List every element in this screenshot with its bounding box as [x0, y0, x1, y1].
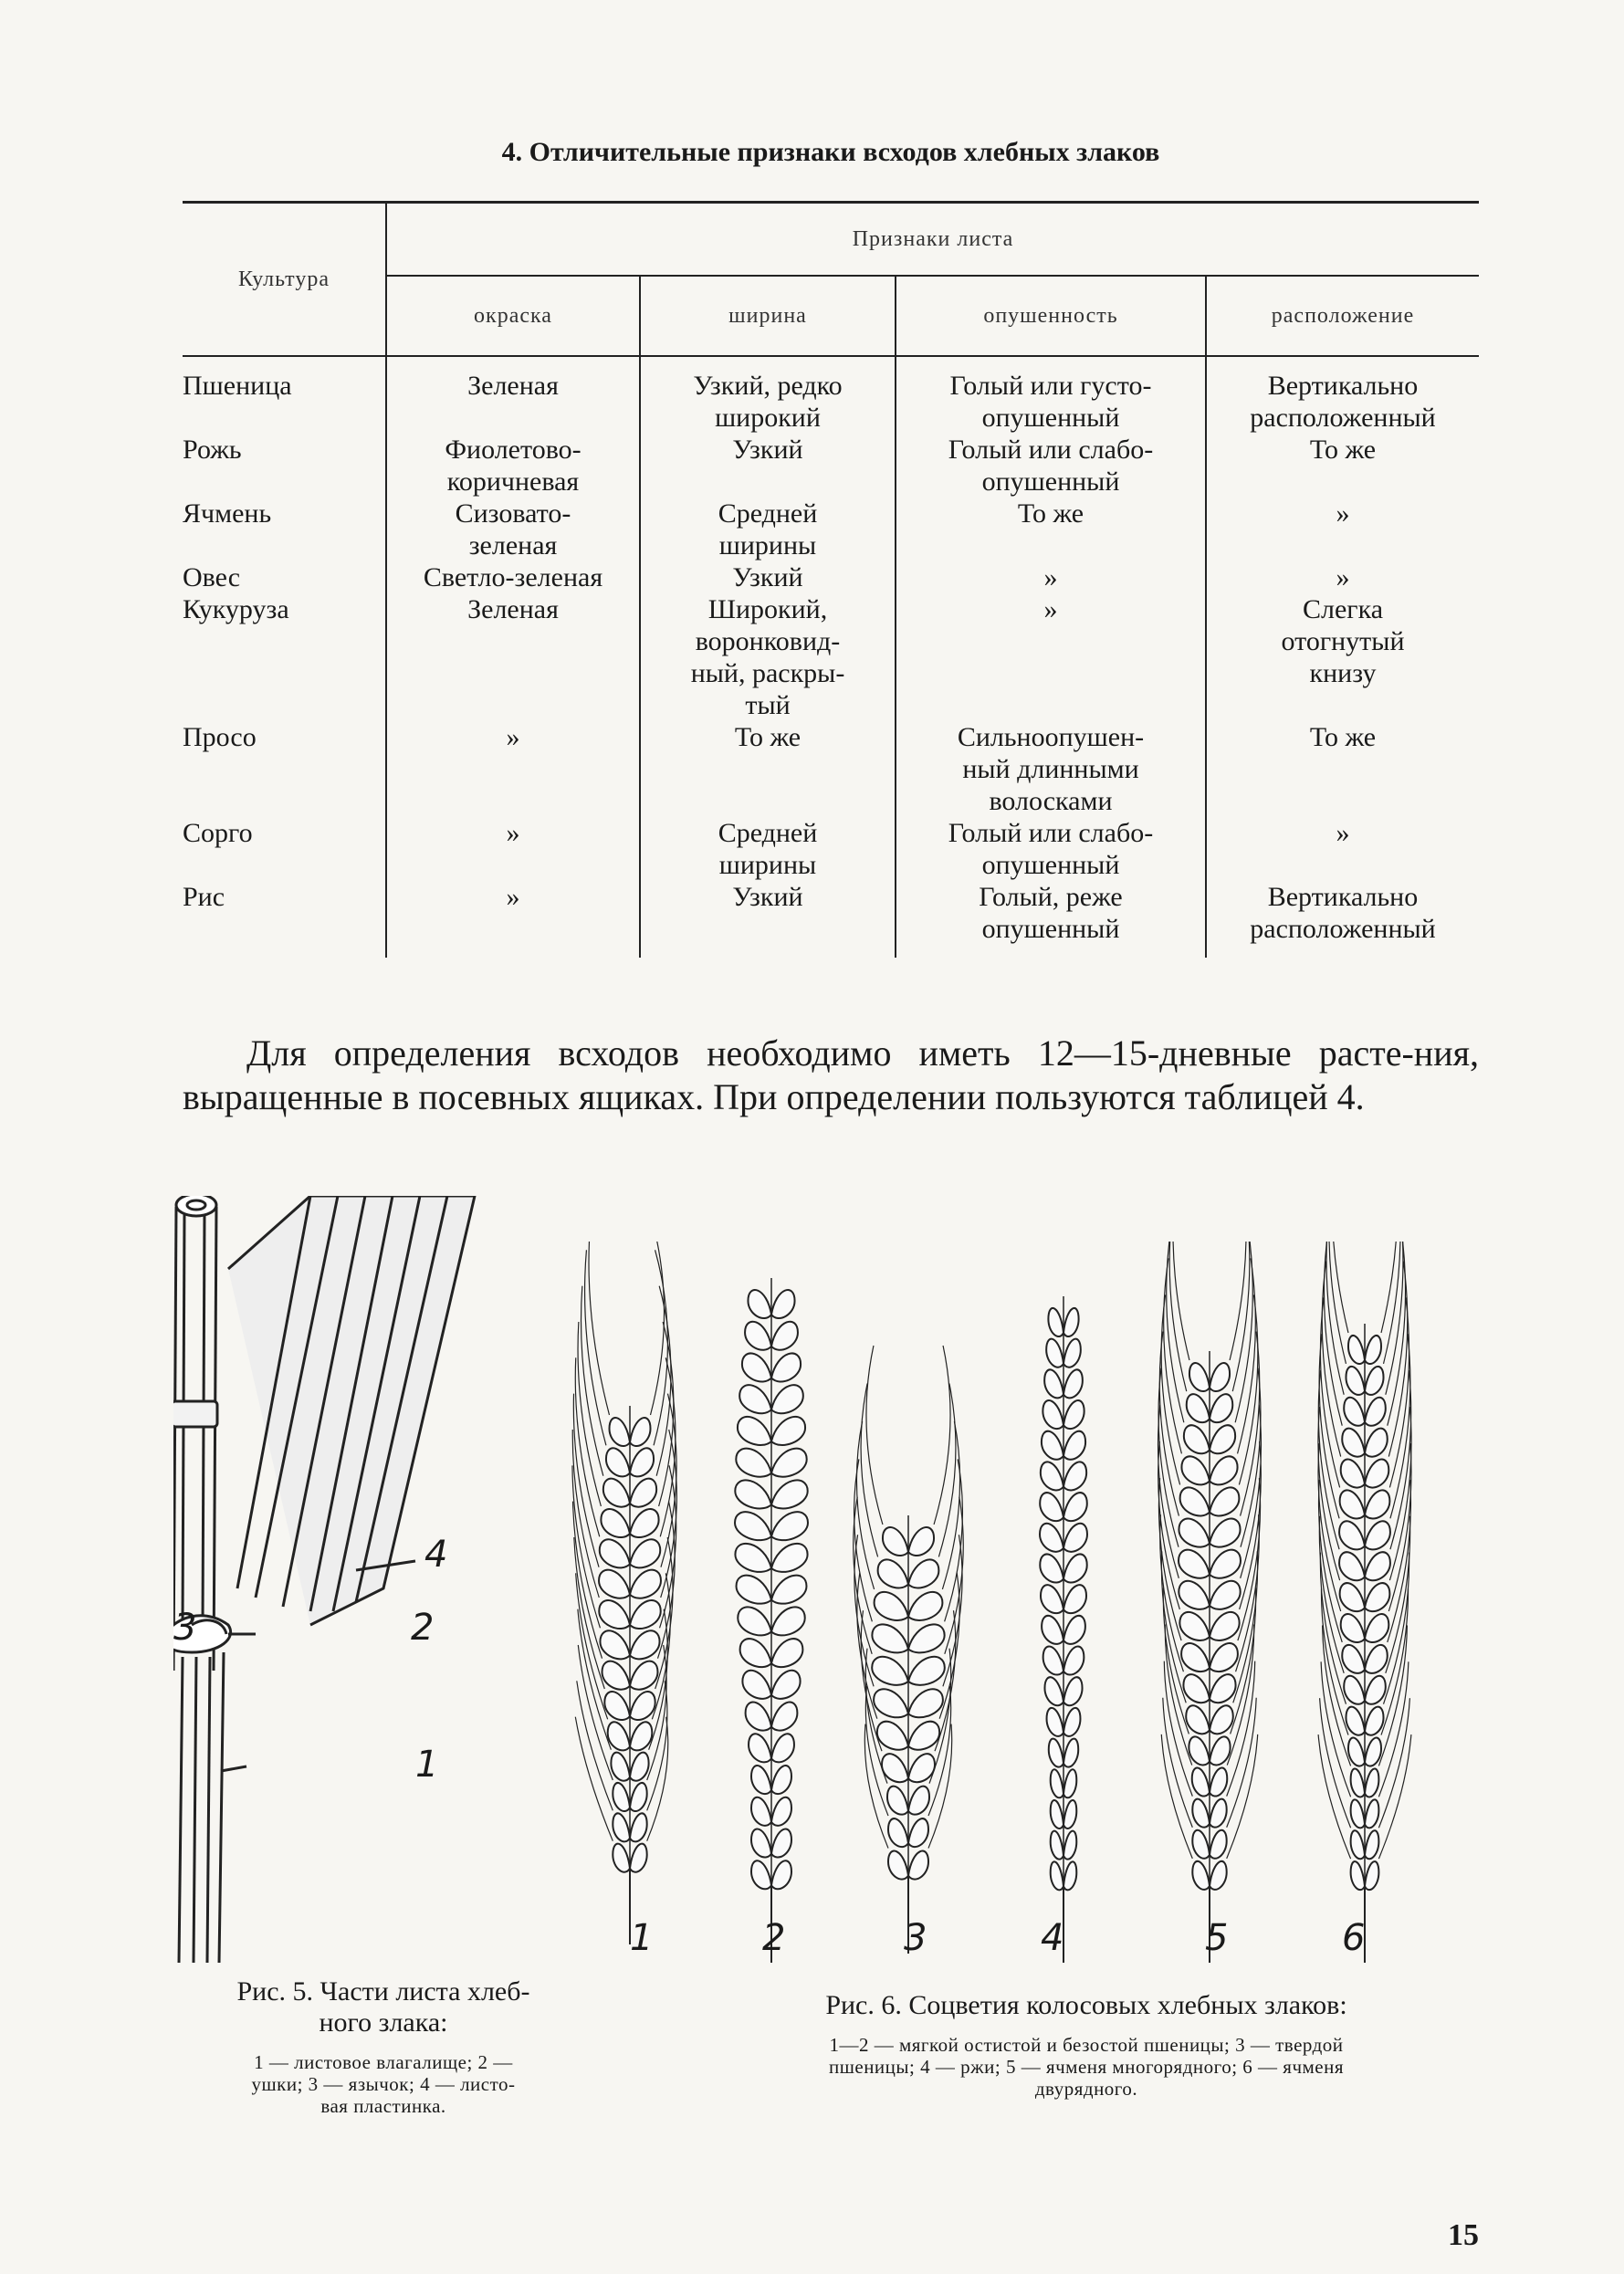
- fig5-label-2: 2: [411, 1607, 435, 1649]
- cell-pos: Слегка отогнутый книзу: [1206, 593, 1479, 721]
- figure-6-caption: [685, 1990, 1488, 2100]
- cell-color: Сизовато- зеленая: [386, 498, 640, 561]
- header-leaf-features: Признаки листа: [386, 203, 1479, 277]
- cell-width: Узкий: [640, 561, 896, 593]
- fig6-label-3: 3: [904, 1917, 927, 1959]
- cell-pub: Голый или слабо- опушенный: [896, 434, 1206, 498]
- table-title: 4. Отличительные признаки всходов хлебных злаков: [501, 137, 1160, 167]
- table-row: [183, 817, 1479, 881]
- cell-pos: »: [1206, 817, 1479, 881]
- cell-width: Широкий, воронковид- ный, раскры- тый: [640, 593, 896, 721]
- cell-crop: Овес: [183, 562, 241, 592]
- header-culture: Культура: [183, 203, 386, 357]
- ear-6: [1318, 1242, 1411, 1963]
- page-number: 15: [1448, 2218, 1479, 2252]
- cell-crop: Кукуруза: [183, 594, 289, 624]
- ear-2: [735, 1278, 808, 1963]
- cell-width: Узкий: [640, 881, 896, 958]
- cell-color: »: [386, 881, 640, 958]
- fig5-label-4: 4: [424, 1534, 448, 1576]
- header-width: ширина: [640, 276, 896, 356]
- cell-width: Узкий, редко широкий: [640, 356, 896, 434]
- fig6-label-6: 6: [1342, 1917, 1366, 1959]
- fig6-label-5: 5: [1205, 1917, 1229, 1959]
- cell-crop: Рожь: [183, 435, 242, 465]
- ear-4: [1040, 1296, 1087, 1963]
- cell-pub: Голый или густо- опушенный: [896, 356, 1206, 434]
- cell-color: Светло-зеленая: [386, 561, 640, 593]
- ear-3: [854, 1346, 964, 1954]
- fig6-legend: 1—2 — мягкой остистой и безостой пшеницы; 3 — твердой пшеницы; 4 — ржи; 5 — ячменя многорядного; 6 — ячменя двурядного.: [828, 2034, 1345, 2100]
- figure-6-inflorescences: [498, 1242, 1483, 1972]
- cell-width: Средней ширины: [640, 817, 896, 881]
- leaf-parts-drawing: [173, 1196, 502, 1963]
- table-row: [183, 434, 1479, 498]
- table-row: [183, 561, 1479, 593]
- table-row: [183, 498, 1479, 561]
- cell-pub: »: [896, 593, 1206, 721]
- body-paragraph: Для определения всходов необходимо иметь 12—15-дневные расте-ния, выращенные в посевных ящиках. При определении пользуются таблицей 4.: [183, 1032, 1479, 1117]
- cell-pub: »: [896, 561, 1206, 593]
- cell-pos: То же: [1206, 434, 1479, 498]
- cell-crop: Рис: [183, 882, 225, 912]
- fig5-label-1: 1: [415, 1744, 439, 1786]
- cell-pub: То же: [896, 498, 1206, 561]
- fig6-title: Рис. 6. Соцветия колосовых хлебных злаков:: [825, 1990, 1347, 2020]
- table-row: [183, 593, 1479, 721]
- cell-color: Зеленая: [386, 593, 640, 721]
- fig6-label-4: 4: [1041, 1917, 1064, 1959]
- cell-crop: Сорго: [183, 818, 253, 848]
- cell-width: Средней ширины: [640, 498, 896, 561]
- header-pubescence: опушенность: [896, 276, 1206, 356]
- cell-color: »: [386, 721, 640, 817]
- seedling-features-table: [183, 201, 1479, 958]
- fig5-legend: 1 — листовое влагалище; 2 — ушки; 3 — язычок; 4 — листо- вая пластинка.: [251, 2051, 516, 2117]
- cell-pos: То же: [1206, 721, 1479, 817]
- cell-pos: Вертикально расположенный: [1206, 356, 1479, 434]
- cell-pub: Голый, реже опушенный: [896, 881, 1206, 958]
- figure-5-leaf-parts: [173, 1196, 502, 1963]
- table-row: [183, 881, 1479, 958]
- fig5-label-3: 3: [173, 1607, 197, 1649]
- cell-pub: Голый или слабо- опушенный: [896, 817, 1206, 881]
- cell-pos: Вертикально расположенный: [1206, 881, 1479, 958]
- cell-color: »: [386, 817, 640, 881]
- cell-crop: Ячмень: [183, 498, 272, 529]
- cell-crop: Просо: [183, 722, 257, 752]
- cell-pos: »: [1206, 561, 1479, 593]
- table-body: [183, 356, 1479, 958]
- cell-pos: »: [1206, 498, 1479, 561]
- ear-1: [572, 1242, 676, 1944]
- fig5-title: Рис. 5. Части листа хлеб- ного злака:: [236, 1976, 530, 2038]
- header-position: расположение: [1206, 276, 1479, 356]
- table-row: [183, 721, 1479, 817]
- cell-color: Фиолетово- коричневая: [386, 434, 640, 498]
- ears-drawing: [498, 1242, 1483, 1972]
- cell-color: Зеленая: [386, 356, 640, 434]
- cell-width: Узкий: [640, 434, 896, 498]
- figure-5-caption: [183, 1976, 584, 2117]
- cell-crop: Пшеница: [183, 371, 292, 401]
- fig6-label-1: 1: [630, 1917, 654, 1959]
- header-color: окраска: [386, 276, 640, 356]
- fig6-label-2: 2: [762, 1917, 786, 1959]
- cell-pub: Сильноопушен- ный длинными волосками: [896, 721, 1206, 817]
- table-row: [183, 356, 1479, 434]
- cell-width: То же: [640, 721, 896, 817]
- ear-5: [1158, 1242, 1262, 1963]
